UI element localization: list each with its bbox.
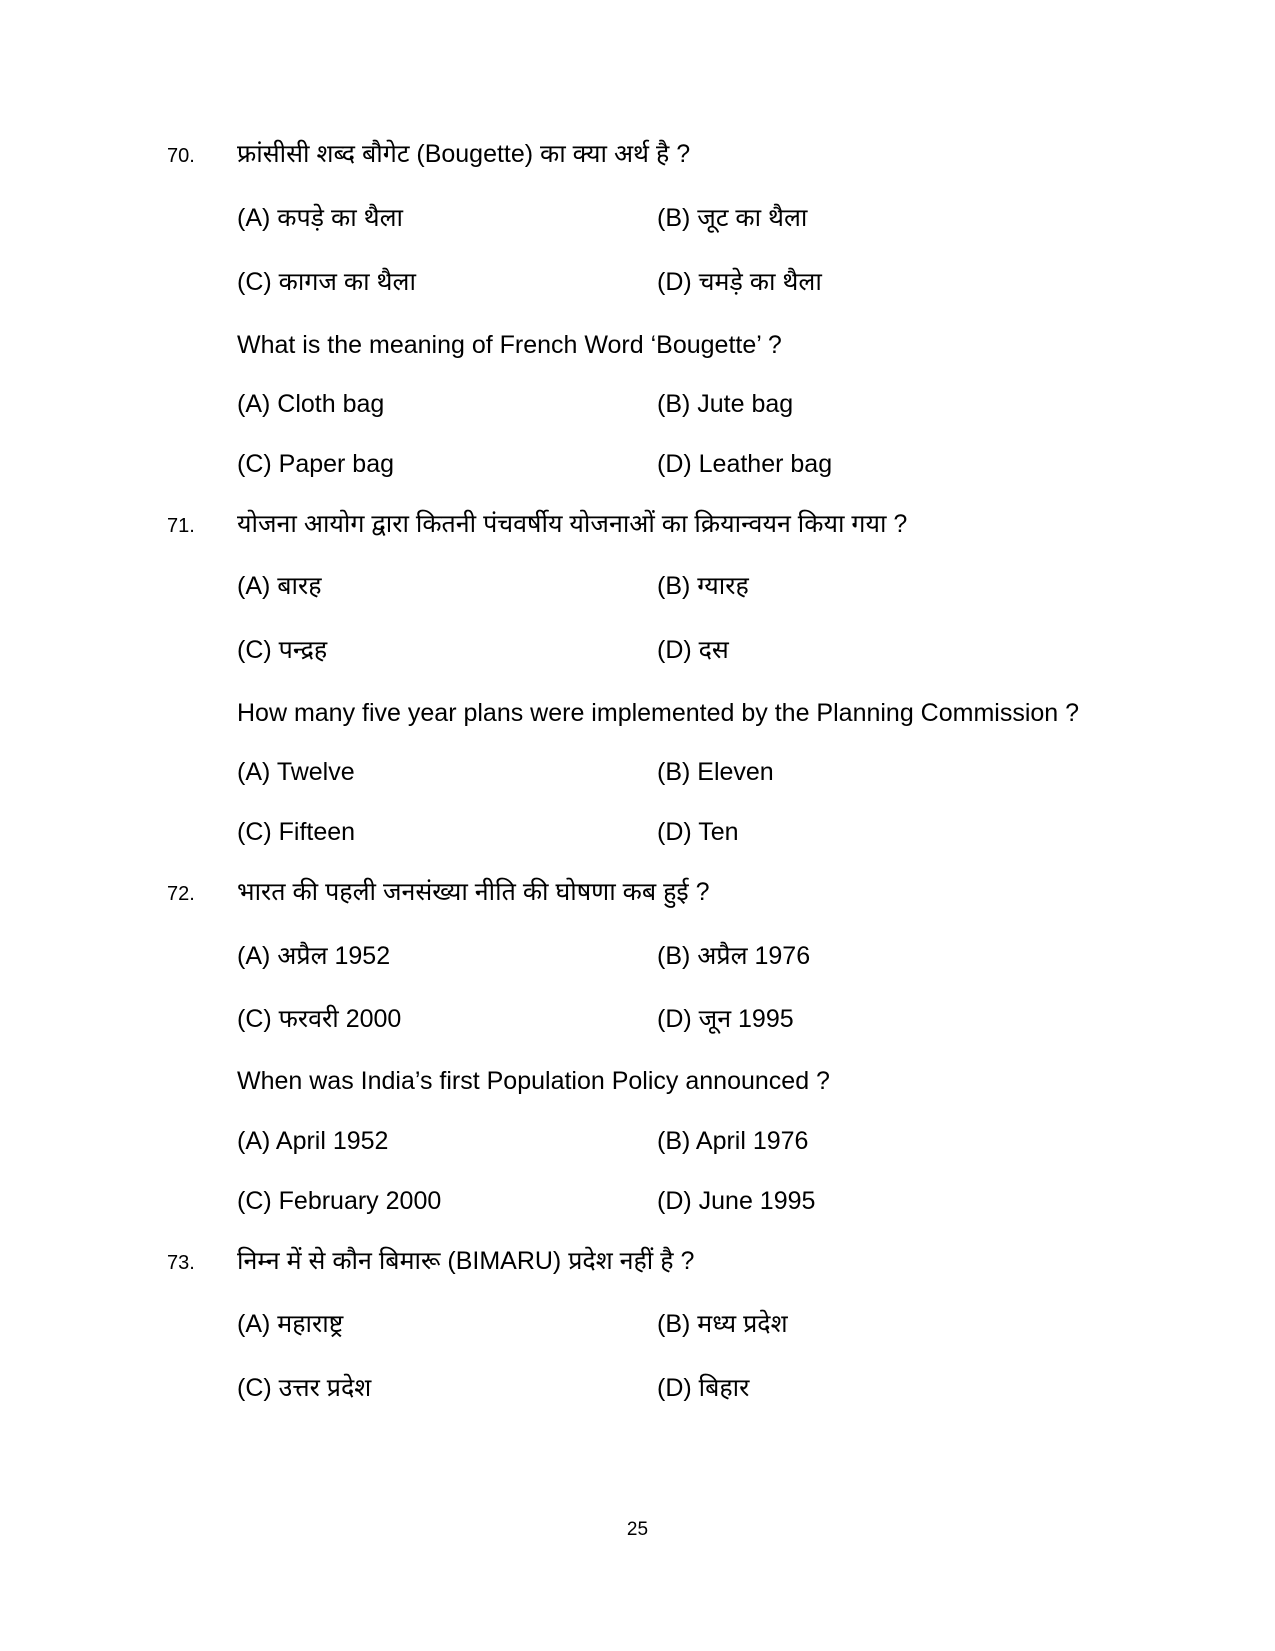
option-c-english: (C) February 2000 (237, 1187, 442, 1215)
options-row (0, 384, 1275, 424)
option-b-hindi: (B) जूट का थैला (657, 204, 808, 232)
options-row (0, 812, 1275, 852)
option-a-hindi: (A) बारह (237, 572, 322, 600)
option-d-hindi: (D) चमड़े का थैला (657, 268, 822, 296)
question-number: 70. (167, 145, 195, 167)
options-row (0, 630, 1275, 670)
options-row (0, 936, 1275, 976)
options-row (0, 444, 1275, 484)
option-b-english: (B) Jute bag (657, 390, 794, 418)
question-70 (0, 134, 1275, 174)
question-text-hindi: निम्न में से कौन बिमारू (BIMARU) प्रदेश नहीं है ? (237, 1247, 695, 1275)
option-a-hindi: (A) महाराष्ट्र (237, 1310, 344, 1338)
option-d-english: (D) Ten (657, 818, 739, 846)
options-row (0, 198, 1275, 238)
options-row (0, 1304, 1275, 1344)
option-d-english: (D) Leather bag (657, 450, 833, 478)
question-text-hindi: भारत की पहली जनसंख्या नीति की घोषणा कब हुई ? (237, 878, 710, 906)
option-b-english: (B) April 1976 (657, 1127, 809, 1155)
options-row (0, 262, 1275, 302)
option-c-hindi: (C) कागज का थैला (237, 268, 416, 296)
options-row (0, 1121, 1275, 1161)
option-d-hindi: (D) बिहार (657, 1374, 750, 1402)
options-row (0, 1368, 1275, 1408)
option-c-hindi: (C) फरवरी 2000 (237, 1005, 402, 1033)
option-c-english: (C) Paper bag (237, 450, 395, 478)
option-a-english: (A) Twelve (237, 758, 355, 786)
question-number: 72. (167, 883, 195, 905)
question-71-english (0, 693, 1275, 733)
option-b-hindi: (B) मध्य प्रदेश (657, 1310, 788, 1338)
option-b-english: (B) Eleven (657, 758, 774, 786)
question-73 (0, 1241, 1275, 1281)
question-text-english: How many five year plans were implemented by the Planning Commission ? (237, 699, 1080, 727)
question-number: 71. (167, 515, 195, 537)
option-b-hindi: (B) ग्यारह (657, 572, 749, 600)
options-row (0, 566, 1275, 606)
option-a-hindi: (A) कपड़े का थैला (237, 204, 404, 232)
question-72-english (0, 1061, 1275, 1101)
question-number: 73. (167, 1252, 195, 1274)
question-text-hindi: योजना आयोग द्वारा कितनी पंचवर्षीय योजनाओं का क्रियान्वयन किया गया ? (237, 510, 908, 538)
option-c-english: (C) Fifteen (237, 818, 356, 846)
page-number: 25 (626, 1519, 649, 1540)
option-d-hindi: (D) दस (657, 636, 729, 664)
option-b-hindi: (B) अप्रैल 1976 (657, 942, 811, 970)
option-a-english: (A) April 1952 (237, 1127, 389, 1155)
option-a-hindi: (A) अप्रैल 1952 (237, 942, 391, 970)
question-72 (0, 872, 1275, 912)
option-d-hindi: (D) जून 1995 (657, 1005, 794, 1033)
question-text-english: When was India’s first Population Policy announced ? (237, 1067, 830, 1095)
option-d-english: (D) June 1995 (657, 1187, 816, 1215)
question-text-hindi: फ्रांसीसी शब्द बौगेट (Bougette) का क्या अर्थ है ? (237, 140, 691, 168)
question-71 (0, 504, 1275, 544)
option-a-english: (A) Cloth bag (237, 390, 385, 418)
option-c-hindi: (C) पन्द्रह (237, 636, 328, 664)
question-text-english: What is the meaning of French Word ‘Bougette’ ? (237, 331, 782, 359)
options-row (0, 999, 1275, 1039)
question-70-english (0, 325, 1275, 365)
option-c-hindi: (C) उत्तर प्रदेश (237, 1374, 372, 1402)
options-row (0, 1181, 1275, 1221)
options-row (0, 752, 1275, 792)
